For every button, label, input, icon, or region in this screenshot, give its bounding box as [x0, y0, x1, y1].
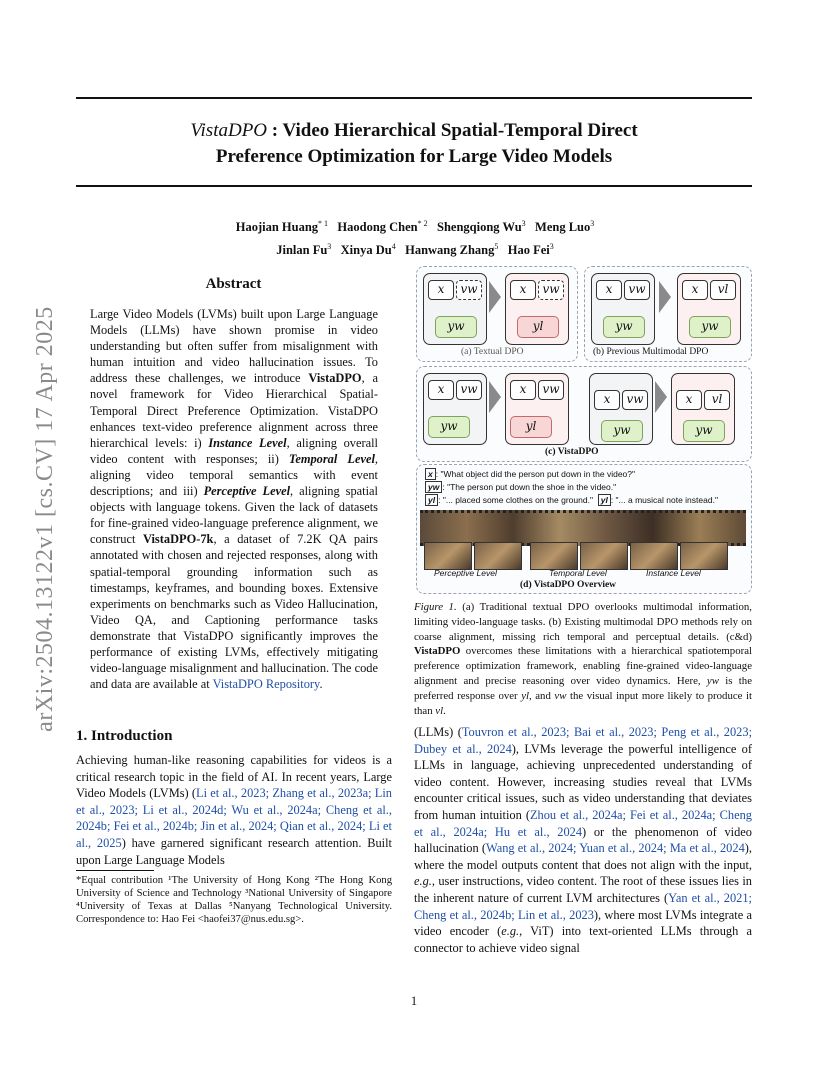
preferred-card [589, 373, 653, 445]
video-input-chip: vw [456, 280, 482, 300]
panel-previous-multimodal-dpo [584, 266, 752, 362]
author: Meng Luo$^3$ [535, 219, 595, 235]
footnote-rule [76, 870, 154, 871]
panel-c-label: (c) VistaDPO [545, 447, 599, 457]
question-line: x : "What object did the person put down in the video?" [425, 469, 635, 479]
arrow-icon [655, 381, 667, 413]
author: Haodong Chen$^{* 2}$ [337, 219, 428, 235]
panel-textual-dpo [416, 266, 578, 362]
preferred-output: yw [603, 316, 645, 338]
rejected-card [677, 273, 741, 345]
preferred-output: yw [428, 416, 470, 438]
text-input-chip: x [428, 380, 454, 400]
arrow-icon [659, 281, 671, 313]
author: Hao Fei$^3$ [507, 242, 554, 258]
preferred-answer-line: yw : "The person put down the shoe in the video." [425, 482, 616, 492]
preferred-card [591, 273, 655, 345]
author: Hanwang Zhang$^5$ [405, 242, 499, 258]
rejected-card [505, 273, 569, 345]
abstract-body: Large Video Models (LVMs) built upon Large Language Models (LLMs) have shown promise in video understanding but often suffer from misalignment with human intuition and video hallucination issues. To address these challenges, we introduce VistaDPO, a novel framework for Video Hierarchical Spatial-Temporal Direct Preference Optimization. VistaDPO enhances text-video preference alignment across three hierarchical levels: i) Instance Level, aligning overall video content with responses; ii) Temporal Level, aligning video temporal semantics with event descriptions; and iii) Perceptive Level, aligning spatial objects with language tokens. Given the lack of datasets for fine-grained video-language preference alignment, we construct VistaDPO-7k, a dataset of 7.2K QA pairs annotated with chosen and rejected responses, along with spatial-temporal grounding information such as timestamps, keyframes, and bounding boxes. Extensive experiments on benchmarks such as Video Hallucination, Video QA, and Captioning performance tasks demonstrate that VistaDPO significantly improves the performance of existing LVMs, effectively mitigating video-language misalignment and hallucination. The code and data are available at VistaDPO Repository. [90, 307, 378, 692]
panel-d-label: (d) VistaDPO Overview [520, 580, 617, 590]
keyframe-thumbnail [424, 542, 472, 570]
author-list [120, 214, 710, 260]
page-number: 1 [410, 994, 418, 1008]
intro-left-column: Achieving human-like reasoning capabilities for videos is a critical research topic in the field of AI. In recent years, Large Video Models (LVMs) (Li et al., 2023; Zhang et al., 2023a; Lin et al., 2023; Li et al., 2024d; Wu et al., 2024a; Cheng et al., 2024b; Fei et al., 2024b; Jin et al., 2024; Qian et al., 2024; Li et al., 2025) have garnered significant research attention. Built upon Large Language Models [76, 753, 392, 867]
author: Jinlan Fu$^3$ [276, 242, 332, 258]
citation-links[interactable]: Zhou et al., 2024a; Fei et al., 2024a; Cheng et al., 2024a; Hu et al., 2024 [414, 807, 752, 839]
arxiv-side-stamp: arXiv:2504.13122v1 [cs.CV] 17 Apr 2025 [32, 306, 58, 732]
paper-title [76, 118, 752, 170]
text-input-chip: x [682, 280, 708, 300]
preferred-output: yw [435, 316, 477, 338]
rejected-card [671, 373, 735, 445]
author: Shengqiong Wu$^3$ [437, 219, 526, 235]
perceptive-level-label: Perceptive Level [434, 568, 497, 578]
video-input-chip: vw [622, 390, 648, 410]
author: Haojian Huang$^{* 1}$ [235, 219, 329, 235]
citation-links[interactable]: Wang et al., 2024; Yuan et al., 2024; Ma et al., 2024 [486, 841, 745, 856]
title-line2: Preference Optimization for Large Video Models [215, 146, 613, 167]
title-method-name: VistaDPO [190, 120, 268, 141]
preferred-output: yw [689, 316, 731, 338]
panel-vistadpo [416, 366, 752, 462]
citation-links[interactable]: Touvron et al., 2023; Bai et al., 2023; Peng et al., 2023; Dubey et al., 2024 [414, 725, 753, 756]
text-input-chip: x [676, 390, 702, 410]
arrow-icon [489, 281, 501, 313]
text-input-chip: x [510, 280, 536, 300]
intro-right-column: (LLMs) (Touvron et al., 2023; Bai et al., 2023; Peng et al., 2023; Dubey et al., 2024), LVMs leverage the powerful intelligence of LLMs in language, achieving unprecedented understanding of video content. However, increasing studies reveal that LVMs encounter critical issues, such as video understanding that deviates from human intuition (Zhou et al., 2024a; Fei et al., 2024a; Cheng et al., 2024a; Hu et al., 2024) or the phenomenon of video hallucination (Wang et al., 2024; Yuan et al., 2024; Ma et al., 2024), where the model outputs content that does not align with the input, e.g., user instructions, video content. The root of these issues lies in the inherent nature of current LVM architectures (Yan et al., 2021; Cheng et al., 2024b; Lin et al., 2023), where most LVMs integrate a video encoder (e.g., ViT) into text-oriented LLMs through a connector to achieve video signal [414, 725, 753, 955]
text-input-chip: x [594, 390, 620, 410]
keyframe-thumbnail [580, 542, 628, 570]
panel-a-label: (a) Textual DPO [461, 347, 524, 357]
author: Xinya Du$^4$ [340, 242, 396, 258]
preferred-output: yw [683, 420, 725, 442]
rejected-output: yl [517, 316, 559, 338]
keyframe-thumbnail [530, 542, 578, 570]
text-input-chip: x [510, 380, 536, 400]
text-input-chip: x [596, 280, 622, 300]
citation-links[interactable]: Li et al., 2023; Zhang et al., 2023a; Lin et al., 2023; Li et al., 2024d; Wu et al., 2024a; Cheng et al., 2024b; Fei et al., 2024b; Jin et al., 2024; Qian et al., 2024; Li et al., 2025 [76, 786, 392, 850]
section-heading-introduction: 1. Introduction [76, 728, 173, 744]
preferred-card [423, 373, 487, 445]
abstract-heading: Abstract [205, 276, 262, 292]
keyframe-thumbnail [680, 542, 728, 570]
citation-links[interactable]: Yan et al., 2021; Cheng et al., 2024b; Lin et al., 2023 [414, 890, 752, 922]
video-input-chip: vw [538, 380, 564, 400]
figure-1 [414, 264, 752, 594]
preferred-output: yw [601, 420, 643, 442]
title-bottom-rule [76, 185, 752, 187]
figure-caption: Figure 1. (a) Traditional textual DPO overlooks multimodal information, limiting video-language tasks. (b) Existing multimodal DPO methods rely on coarse alignment, missing rich temporal and perceptual details. (c&d) VistaDPO overcomes these limitations with a hierarchical spatiotemporal preference optimization framework, enabling fine-grained video-language alignment and precise reasoning over video dynamics. Here, yw is the preferred response over yl, and vw the visual input more likely to produce it than vl. [414, 601, 752, 717]
text-input-chip: x [428, 280, 454, 300]
video-input-chip: vl [704, 390, 730, 410]
video-input-chip: vw [456, 380, 482, 400]
title-line1: : Video Hierarchical Spatial-Temporal Direct [267, 120, 638, 141]
rejected-card [505, 373, 569, 445]
temporal-level-label: Temporal Level [549, 568, 607, 578]
video-filmstrip [420, 510, 746, 546]
rejected-output: yl [510, 416, 552, 438]
keyframe-thumbnail [474, 542, 522, 570]
repository-link[interactable]: VistaDPO Repository [212, 677, 320, 692]
keyframe-thumbnail [630, 542, 678, 570]
instance-level-label: Instance Level [646, 568, 701, 578]
video-input-chip: vl [710, 280, 736, 300]
video-input-chip: vw [624, 280, 650, 300]
panel-b-label: (b) Previous Multimodal DPO [593, 347, 709, 357]
rejected-answer-line: yl : "... placed some clothes on the ground." yl : "... a musical note instead." [425, 495, 718, 505]
arrow-icon [489, 381, 501, 413]
video-input-chip: vw [538, 280, 564, 300]
footnote: *Equal contribution ¹The University of Hong Kong ²The Hong Kong University of Science and Technology ³National University of Singapore ⁴University of Texas at Dallas ⁵Nanyang Technological University. Correspondence to: Hao Fei <haofei37@nus.edu.sg>. [76, 875, 392, 925]
top-rule [76, 97, 752, 99]
preferred-card [423, 273, 487, 345]
